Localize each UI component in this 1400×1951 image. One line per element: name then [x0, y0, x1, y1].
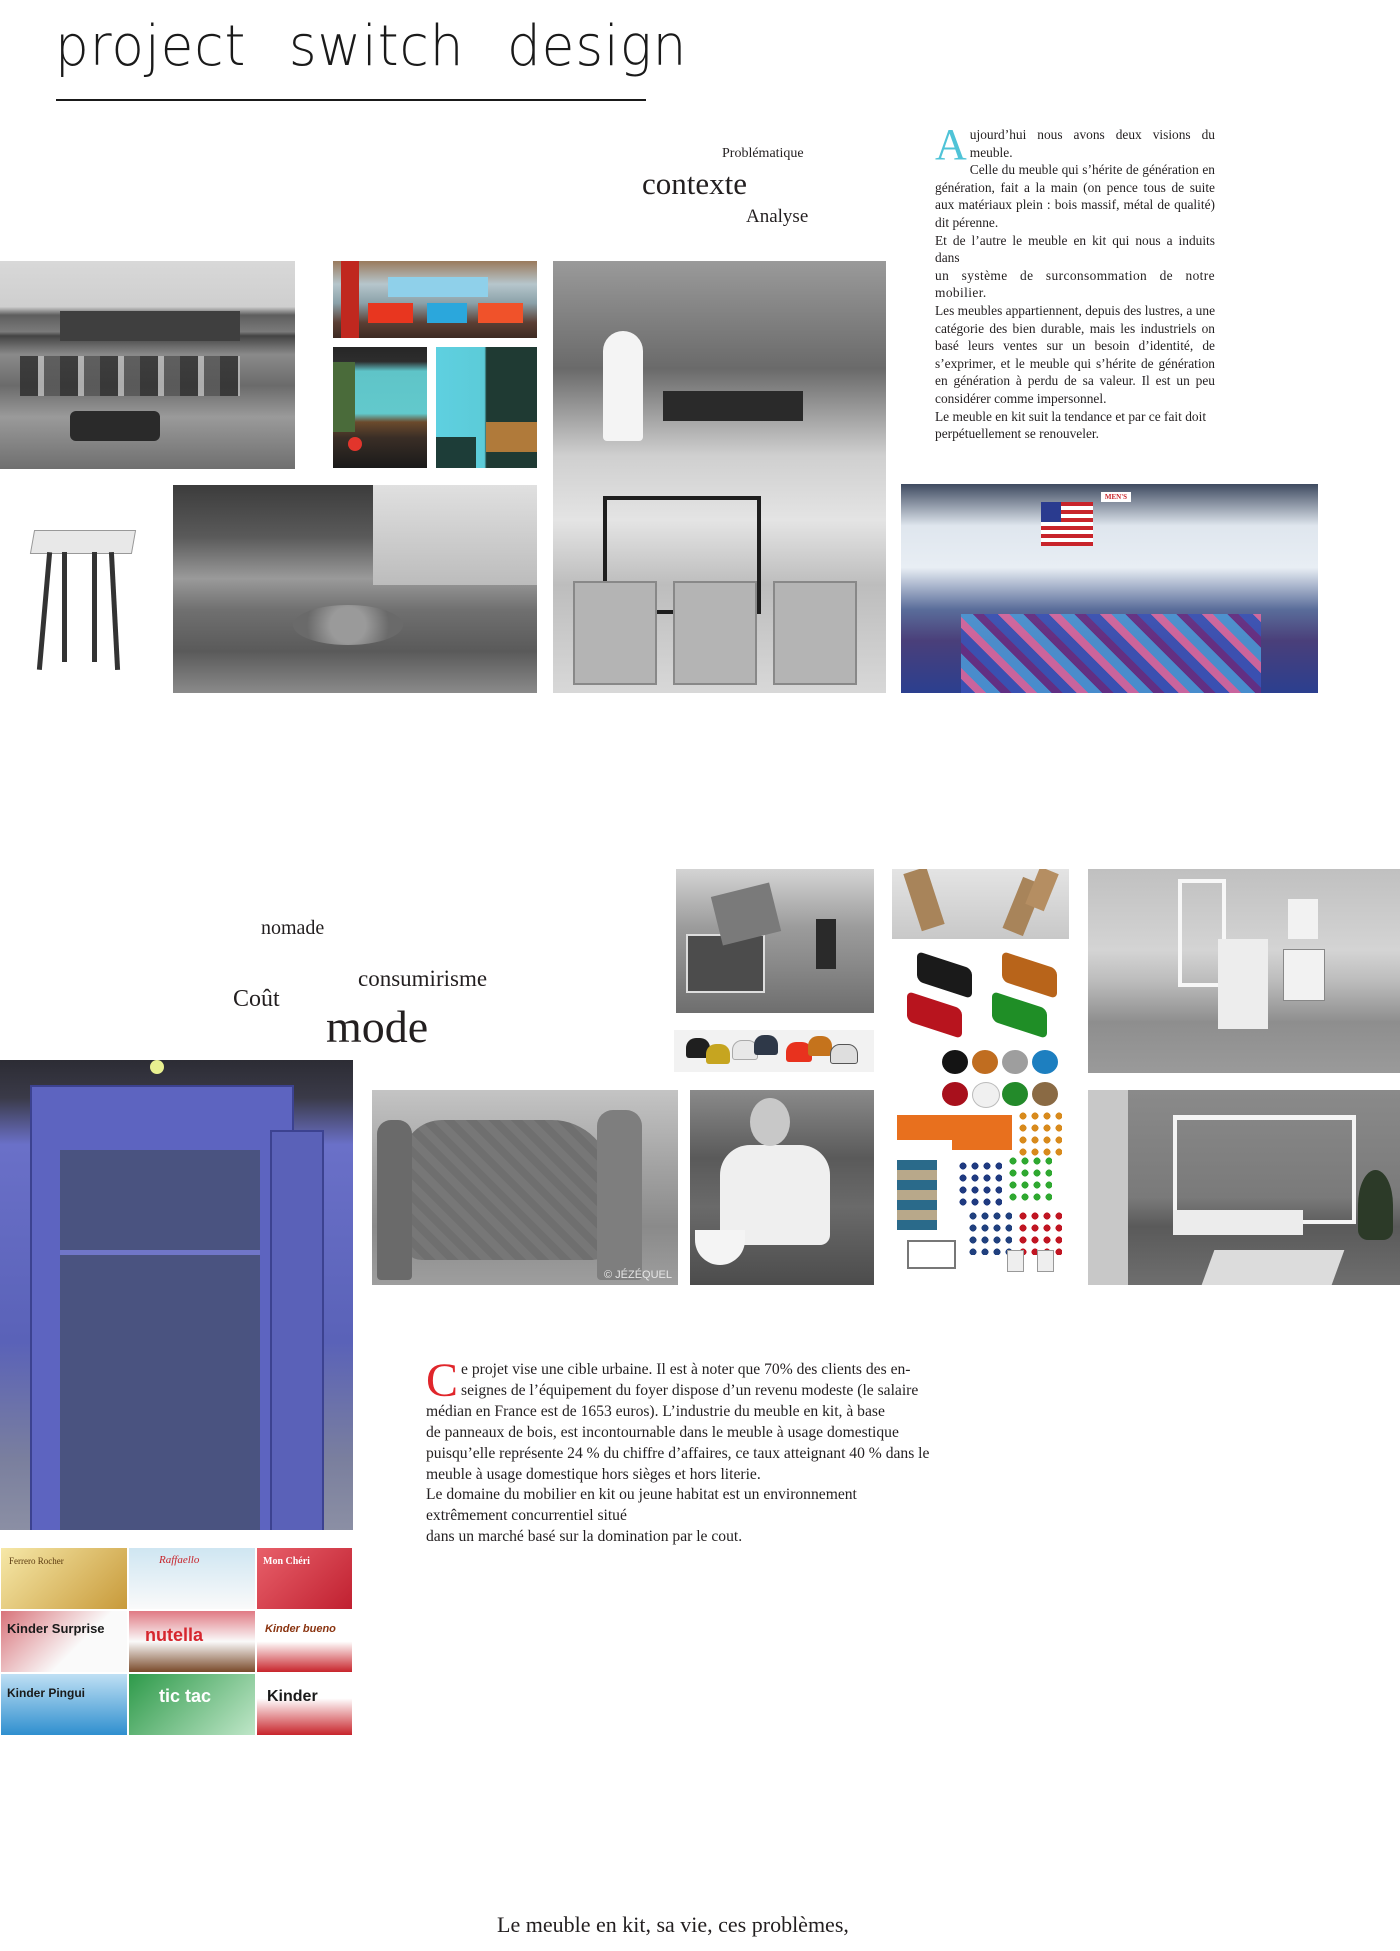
keyword-consumirisme: consumirisme: [358, 966, 488, 991]
dropcap-c: C: [426, 1354, 459, 1407]
clothing-store-photo: [901, 484, 1318, 693]
brand-tile: tic tac: [128, 1673, 256, 1736]
brand-tile: Kinder: [256, 1673, 353, 1736]
armoire-interior-shape: [60, 1150, 260, 1530]
furniture-showroom-photo: [553, 261, 886, 693]
paragraph-line: puisqu’elle représente 24 % du chiffre d’affaires, ce taux atteignant 40 % dans le: [426, 1444, 930, 1462]
mover-right-shape: [597, 1110, 642, 1280]
red-sofa-shape: [907, 991, 962, 1039]
instructions-sheet-shape: [1202, 1250, 1345, 1285]
keyword-problematique: Problématique: [722, 146, 804, 161]
kit-tubes-photo: [892, 869, 1069, 939]
blue-bubble-sofa-shape: [957, 1160, 1002, 1210]
window-plants-shape: [333, 362, 355, 432]
parked-cars-shape: [20, 356, 240, 396]
window-shape: [1088, 1090, 1128, 1285]
wooden-stool-photo: [0, 480, 150, 693]
hood-shape: [1288, 899, 1318, 939]
head-shape: [750, 1098, 790, 1146]
paragraph-line: extrêmement concurrentiel situé: [426, 1507, 627, 1525]
intro-paragraph: [935, 120, 1216, 443]
paragraph-line: Les meubles appartiennent, depuis des lustres, a une catégorie des bien durable, mais les industriels on basé leurs ventes sur un besoin d’identité, de s’exprimer, et le meuble qui s’hérite de génération en génération à perdu de sa valeur. Il est un peu considérer comme impersonnel.: [935, 302, 1216, 406]
stool-shape: [773, 581, 857, 685]
brand-tile: Ferrero Rocher: [0, 1547, 128, 1610]
paragraph-line: Le meuble en kit suit la tendance et par ce fait doit perpétuellement se renouveler.: [935, 408, 1207, 442]
orange-sofa-shape: [1002, 951, 1057, 999]
stool-leg-shape: [109, 552, 120, 670]
page-title: project switch design: [55, 14, 688, 79]
turquoise-dining-room-photo: [333, 347, 427, 468]
mover-left-shape: [377, 1120, 412, 1280]
title-underline: [56, 99, 646, 101]
green-bubble-sofa-shape: [1007, 1155, 1052, 1205]
stool-leg-shape: [92, 552, 97, 662]
fruit-pile-shape: [293, 605, 403, 645]
pouf-shape: [972, 1082, 1000, 1108]
brand-tile: nutella: [128, 1610, 256, 1673]
drawers-shape: [1173, 1210, 1303, 1235]
pouf-shape: [1002, 1050, 1028, 1074]
tube-shape: [903, 869, 944, 931]
wall-panel-shape: [897, 1160, 937, 1230]
red-chair-shape: [348, 437, 362, 451]
paragraph-line: ujourd’hui nous avons deux visions du meuble.: [969, 127, 1215, 160]
tile-shape: [1037, 1250, 1054, 1272]
plant-shape: [1358, 1170, 1393, 1240]
paragraph-line: dans un marché basé sur la domination par le cout.: [426, 1528, 743, 1546]
keyword-contexte: contexte: [642, 166, 748, 201]
brand-tile: Mon Chéri: [256, 1547, 353, 1610]
dropcap-a: A: [935, 120, 967, 169]
keyword-cout: Coût: [233, 986, 280, 1012]
paragraph-line: Celle du meuble qui s’hérite de génération en génération, fait a la main (on pence tous de suite aux matériaux plein : bois massif, métal de qualité) dit pérenne.: [935, 162, 1215, 230]
orange-chair-shape: [808, 1036, 832, 1056]
keyword-analyse: Analyse: [746, 206, 809, 227]
pouf-shape: [1032, 1082, 1058, 1106]
chair-shape: [816, 919, 836, 969]
shelf-frame-shape: [1173, 1115, 1356, 1224]
clothes-pile-shape: [961, 614, 1261, 693]
kitchen-assembly-photo: [1088, 869, 1400, 1073]
paragraph-line: Le domaine du mobilier en kit ou jeune habitat est un environnement: [426, 1486, 857, 1504]
wood-cabinet-shape: [486, 422, 537, 452]
navy-chair-shape: [754, 1035, 778, 1055]
navy-bubble-sofa-shape: [967, 1210, 1012, 1255]
colorful-living-room-photo: [333, 261, 537, 338]
paragraph-line: de panneaux de bois, est incontournable dans le meuble à usage domestique: [426, 1423, 899, 1441]
armoire-shelf-shape: [60, 1250, 260, 1255]
grey-chair-shape: [830, 1044, 858, 1064]
buildings-shape: [373, 485, 537, 585]
pouf-shape: [1002, 1082, 1028, 1106]
flag-canton-shape: [1041, 502, 1061, 522]
red-ottoman-shape: [368, 303, 413, 323]
ferrero-brands-grid: [0, 1547, 353, 1736]
building-shape: [60, 311, 240, 341]
stool-seat-shape: [30, 530, 136, 554]
cabinet-frame-shape: [1218, 939, 1268, 1029]
stool-leg-shape: [62, 552, 67, 662]
armoire-door-shape: [270, 1130, 324, 1530]
pouf-shape: [942, 1082, 968, 1106]
stool-shape: [673, 581, 757, 685]
blue-ottoman-shape: [427, 303, 467, 323]
paragraph-line: un système de surconsommation de notre mobilier.: [935, 267, 1215, 301]
product-catalog-photo: [892, 950, 1069, 1285]
orange-ottoman-shape: [478, 303, 523, 323]
black-sofa-shape: [917, 951, 972, 999]
sofa-shape: [388, 277, 488, 297]
orange-bubble-sofa-shape: [1017, 1110, 1062, 1160]
blue-armoire-photo: [0, 1060, 353, 1530]
turquoise-kitchen-photo: [436, 347, 537, 468]
tube-shape: [1025, 869, 1059, 911]
paragraph-line: Et de l’autre le meuble en kit qui nous a induits dans: [935, 232, 1215, 266]
bowl-shape: [695, 1230, 745, 1265]
pouf-shape: [1032, 1050, 1058, 1074]
brand-tile: Raffaello: [128, 1547, 256, 1610]
colored-shell-chairs-photo: [674, 1030, 874, 1072]
paragraph-line: seignes de l’équipement du foyer dispose d’un revenu modeste (le salaire: [461, 1381, 919, 1399]
stool-shape: [573, 581, 657, 685]
retail-park-parking-photo: [0, 261, 295, 469]
footer-caption: Le meuble en kit, sa vie, ces problèmes,: [497, 1912, 849, 1937]
street-waste-photo: [173, 485, 537, 693]
keyword-mode: mode: [326, 1001, 429, 1052]
red-wall-shape: [341, 261, 359, 338]
paragraph-line: meuble à usage domestique hors sièges et hors literie.: [426, 1465, 761, 1483]
panel-shape: [711, 882, 781, 945]
shelving-assembly-photo: [1088, 1090, 1400, 1285]
packing-man-photo: [690, 1090, 874, 1285]
pouf-shape: [972, 1050, 998, 1074]
brand-tile: Kinder Pingui: [0, 1673, 128, 1736]
brand-tile: Kinder Surprise: [0, 1610, 128, 1673]
keyword-nomade: nomade: [261, 917, 325, 939]
us-flag-shape: [1041, 502, 1093, 546]
brand-tile: Kinder bueno: [256, 1610, 353, 1673]
movers-photo: [372, 1090, 678, 1285]
pouf-shape: [942, 1050, 968, 1074]
wrapped-furniture-shape: [402, 1120, 612, 1260]
market-paragraph: [426, 1354, 986, 1548]
discarded-furniture-photo: [676, 869, 874, 1013]
glass-table-shape: [907, 1240, 956, 1269]
ceiling-light-shape: [150, 1060, 164, 1074]
oven-shape: [1283, 949, 1325, 1001]
cushions-shape: [663, 391, 803, 421]
paragraph-line: médian en France est de 1653 euros). L’industrie du meuble en kit, à base: [426, 1402, 885, 1420]
photo-credit: © JÉZÉQUEL: [603, 1269, 672, 1281]
yellow-chair-shape: [706, 1044, 730, 1064]
car-shape: [70, 411, 160, 441]
stool-leg-shape: [37, 552, 52, 670]
tile-shape: [1007, 1250, 1024, 1272]
orange-sideboard-shape: [952, 1115, 1012, 1150]
mens-sign: MEN'S: [1101, 492, 1131, 502]
red-bubble-sofa-shape: [1017, 1210, 1062, 1255]
counter-shape: [436, 437, 476, 468]
orange-table-shape: [897, 1115, 952, 1140]
green-sofa-shape: [992, 991, 1047, 1039]
white-lamp-shape: [603, 331, 643, 441]
paragraph-line: e projet vise une cible urbaine. Il est à noter que 70% des clients des en-: [461, 1361, 911, 1378]
